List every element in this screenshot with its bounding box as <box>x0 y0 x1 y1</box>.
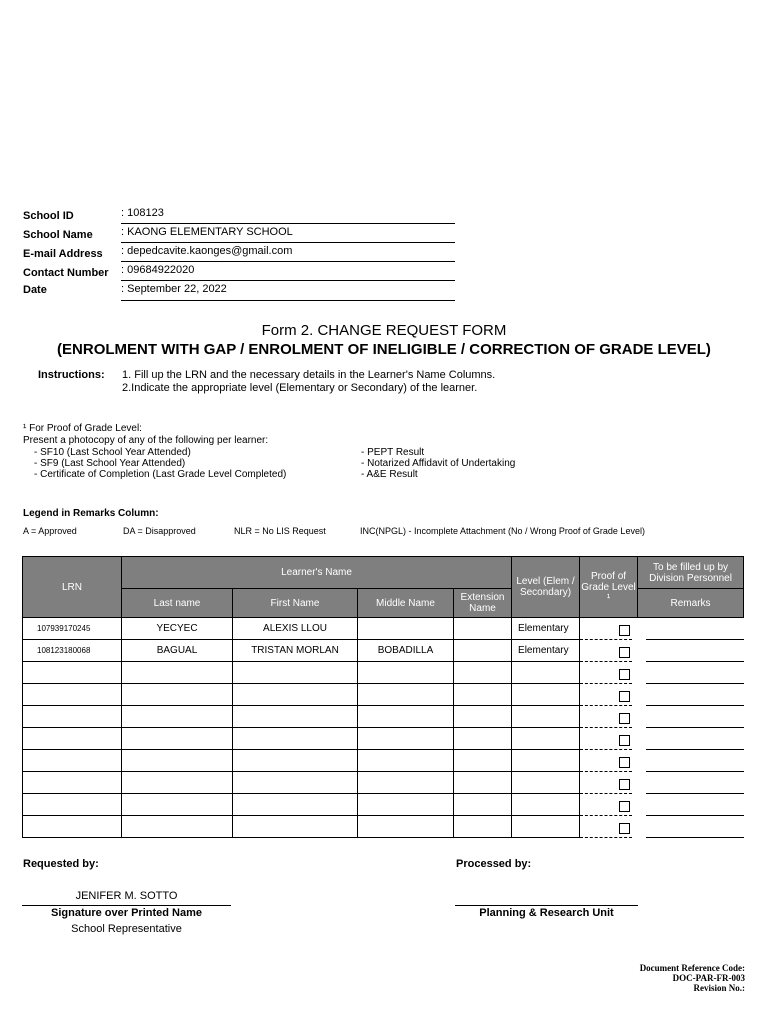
level-cell[interactable] <box>512 728 580 750</box>
last-name-cell[interactable]: YECYEC <box>122 618 233 640</box>
legend-heading: Legend in Remarks Column: <box>23 508 159 519</box>
extension-name-cell[interactable] <box>454 640 512 662</box>
level-cell[interactable] <box>512 662 580 684</box>
level-cell[interactable] <box>512 794 580 816</box>
remarks-cell[interactable] <box>638 816 744 838</box>
document-reference-code: DOC-PAR-FR-003 <box>672 973 745 983</box>
last-name-cell[interactable] <box>122 662 233 684</box>
proof-cell <box>580 772 638 794</box>
middle-name-header: Middle Name <box>358 589 454 618</box>
table-row <box>23 640 744 662</box>
revision-number: Revision No.: <box>693 983 745 993</box>
signature-caption: Signature over Printed Name <box>51 907 202 919</box>
remarks-cell[interactable] <box>638 772 744 794</box>
instruction-line-1: 1. Fill up the LRN and the necessary details in the Learner's Name Columns. <box>122 369 496 381</box>
table-row <box>23 750 744 772</box>
level-header: Level (Elem / Secondary) <box>512 557 580 618</box>
first-name-cell[interactable] <box>233 750 358 772</box>
last-name-cell[interactable] <box>122 706 233 728</box>
proof-checkbox[interactable] <box>619 801 630 812</box>
last-name-cell[interactable] <box>122 750 233 772</box>
proof-checkbox[interactable] <box>619 691 630 702</box>
date-label: Date <box>23 284 47 296</box>
middle-name-cell[interactable] <box>358 618 454 640</box>
extension-name-cell[interactable] <box>454 684 512 706</box>
last-name-cell[interactable] <box>122 684 233 706</box>
instruction-line-2: 2.Indicate the appropriate level (Elementary or Secondary) of the learner. <box>122 382 478 394</box>
extension-name-cell[interactable] <box>454 772 512 794</box>
remarks-header: Remarks <box>638 589 744 618</box>
lrn-cell[interactable] <box>23 750 122 772</box>
proof-of-grade-level-header: Proof of Grade Level ¹ <box>580 557 638 618</box>
proof-checkbox[interactable] <box>619 823 630 834</box>
extension-name-cell[interactable] <box>454 706 512 728</box>
proof-cell <box>580 706 638 728</box>
table-row <box>23 684 744 706</box>
requested-by-label: Requested by: <box>23 858 99 870</box>
middle-name-cell[interactable]: BOBADILLA <box>358 640 454 662</box>
table-row <box>23 816 744 838</box>
middle-name-cell[interactable] <box>358 794 454 816</box>
school-id-field[interactable]: : 108123 <box>121 207 455 224</box>
proof-cell <box>580 794 638 816</box>
first-name-cell[interactable] <box>233 816 358 838</box>
lrn-cell[interactable] <box>23 816 122 838</box>
learners-name-header: Learner's Name <box>122 557 512 589</box>
level-cell[interactable] <box>512 816 580 838</box>
remarks-cell[interactable] <box>638 706 744 728</box>
proof-item-sf10: - SF10 (Last School Year Attended) <box>34 447 191 458</box>
remarks-cell[interactable] <box>638 750 744 772</box>
school-id-label: School ID <box>23 210 74 222</box>
proof-checkbox[interactable] <box>619 713 630 724</box>
legend-incomplete: INC(NPGL) - Incomplete Attachment (No / Wrong Proof of Grade Level) <box>360 526 645 536</box>
level-cell[interactable] <box>512 684 580 706</box>
legend-no-lis-request: NLR = No LIS Request <box>234 526 326 536</box>
proof-cell <box>580 618 638 640</box>
lrn-cell[interactable] <box>23 706 122 728</box>
level-cell[interactable] <box>512 772 580 794</box>
last-name-cell[interactable]: BAGUAL <box>122 640 233 662</box>
proof-item-sf9: - SF9 (Last School Year Attended) <box>34 458 186 469</box>
processed-by-label: Processed by: <box>456 858 532 870</box>
level-cell[interactable] <box>512 750 580 772</box>
division-personnel-header: To be filled up by Division Personnel <box>638 557 744 589</box>
first-name-cell[interactable] <box>233 728 358 750</box>
table-row <box>23 706 744 728</box>
extension-name-cell[interactable] <box>454 618 512 640</box>
proof-checkbox[interactable] <box>619 647 630 658</box>
proof-checkbox[interactable] <box>619 669 630 680</box>
lrn-cell[interactable] <box>23 772 122 794</box>
last-name-cell[interactable] <box>122 794 233 816</box>
contact-field[interactable]: : 09684922020 <box>121 264 455 281</box>
remarks-cell[interactable] <box>638 618 744 640</box>
proof-item-affidavit: - Notarized Affidavit of Undertaking <box>361 458 516 469</box>
middle-name-cell[interactable] <box>358 772 454 794</box>
form-title: Form 2. CHANGE REQUEST FORM <box>261 322 507 339</box>
proof-checkbox[interactable] <box>619 757 630 768</box>
proof-checkbox[interactable] <box>619 625 630 636</box>
level-cell[interactable] <box>512 706 580 728</box>
middle-name-cell[interactable] <box>358 684 454 706</box>
lrn-cell[interactable] <box>23 794 122 816</box>
proof-cell <box>580 750 638 772</box>
lrn-cell[interactable] <box>23 684 122 706</box>
remarks-cell[interactable] <box>638 662 744 684</box>
extension-name-cell[interactable] <box>454 662 512 684</box>
extension-name-cell[interactable] <box>454 750 512 772</box>
middle-name-cell[interactable] <box>358 750 454 772</box>
lrn-cell[interactable] <box>23 728 122 750</box>
first-name-cell[interactable] <box>233 794 358 816</box>
instructions-label: Instructions: <box>38 369 105 381</box>
lrn-header: LRN <box>23 557 122 618</box>
last-name-cell[interactable] <box>122 816 233 838</box>
middle-name-cell[interactable] <box>358 706 454 728</box>
email-field[interactable]: : depedcavite.kaonges@gmail.com <box>121 245 455 262</box>
remarks-cell[interactable] <box>638 684 744 706</box>
proof-item-ae: - A&E Result <box>361 469 418 480</box>
lrn-cell[interactable]: 108123180068 <box>23 640 122 662</box>
proof-cell <box>580 684 638 706</box>
first-name-cell[interactable]: TRISTAN MORLAN <box>233 640 358 662</box>
requester-name: JENIFER M. SOTTO <box>75 890 178 902</box>
remarks-cell[interactable] <box>638 728 744 750</box>
proof-checkbox[interactable] <box>619 735 630 746</box>
contact-label: Contact Number <box>23 267 109 279</box>
proof-item-pept: - PEPT Result <box>361 447 425 458</box>
first-name-header: First Name <box>233 589 358 618</box>
proof-intro: Present a photocopy of any of the following per learner: <box>23 435 269 446</box>
table-row <box>23 618 744 640</box>
proof-cell <box>580 816 638 838</box>
table-row <box>23 794 744 816</box>
email-label: E-mail Address <box>23 248 103 260</box>
level-cell[interactable]: Elementary <box>512 640 580 662</box>
proof-cell <box>580 662 638 684</box>
processor-signature-line <box>455 905 638 906</box>
legend-approved: A = Approved <box>23 526 77 536</box>
learners-table <box>22 556 744 838</box>
document-reference-label: Document Reference Code: <box>639 963 745 973</box>
extension-name-cell[interactable] <box>454 728 512 750</box>
last-name-header: Last name <box>122 589 233 618</box>
lrn-cell[interactable] <box>23 662 122 684</box>
first-name-cell[interactable] <box>233 684 358 706</box>
first-name-cell[interactable] <box>233 706 358 728</box>
proof-checkbox[interactable] <box>619 779 630 790</box>
last-name-cell[interactable] <box>122 728 233 750</box>
form-subtitle: (ENROLMENT WITH GAP / ENROLMENT OF INELIGIBLE / CORRECTION OF GRADE LEVEL) <box>57 341 711 358</box>
requester-signature-line <box>22 905 231 906</box>
remarks-cell[interactable] <box>638 640 744 662</box>
proof-cell <box>580 728 638 750</box>
first-name-cell[interactable]: ALEXIS LLOU <box>233 618 358 640</box>
table-row <box>23 772 744 794</box>
level-cell[interactable]: Elementary <box>512 618 580 640</box>
legend-disapproved: DA = Disapproved <box>123 526 196 536</box>
extension-name-cell[interactable] <box>454 816 512 838</box>
table-row <box>23 728 744 750</box>
lrn-cell[interactable]: 107939170245 <box>23 618 122 640</box>
extension-name-header: Extension Name <box>454 589 512 618</box>
first-name-cell[interactable] <box>233 772 358 794</box>
proof-cell <box>580 640 638 662</box>
requester-role: School Representative <box>71 923 182 935</box>
middle-name-cell[interactable] <box>358 728 454 750</box>
last-name-cell[interactable] <box>122 772 233 794</box>
table-row <box>23 662 744 684</box>
school-name-label: School Name <box>23 229 93 241</box>
school-name-field[interactable]: : KAONG ELEMENTARY SCHOOL <box>121 226 455 243</box>
first-name-cell[interactable] <box>233 662 358 684</box>
middle-name-cell[interactable] <box>358 816 454 838</box>
extension-name-cell[interactable] <box>454 794 512 816</box>
proof-item-certificate: - Certificate of Completion (Last Grade Level Completed) <box>34 469 287 480</box>
remarks-cell[interactable] <box>638 794 744 816</box>
proof-heading: ¹ For Proof of Grade Level: <box>23 423 142 434</box>
processing-unit: Planning & Research Unit <box>479 907 614 919</box>
date-field[interactable]: : September 22, 2022 <box>121 283 455 301</box>
middle-name-cell[interactable] <box>358 662 454 684</box>
